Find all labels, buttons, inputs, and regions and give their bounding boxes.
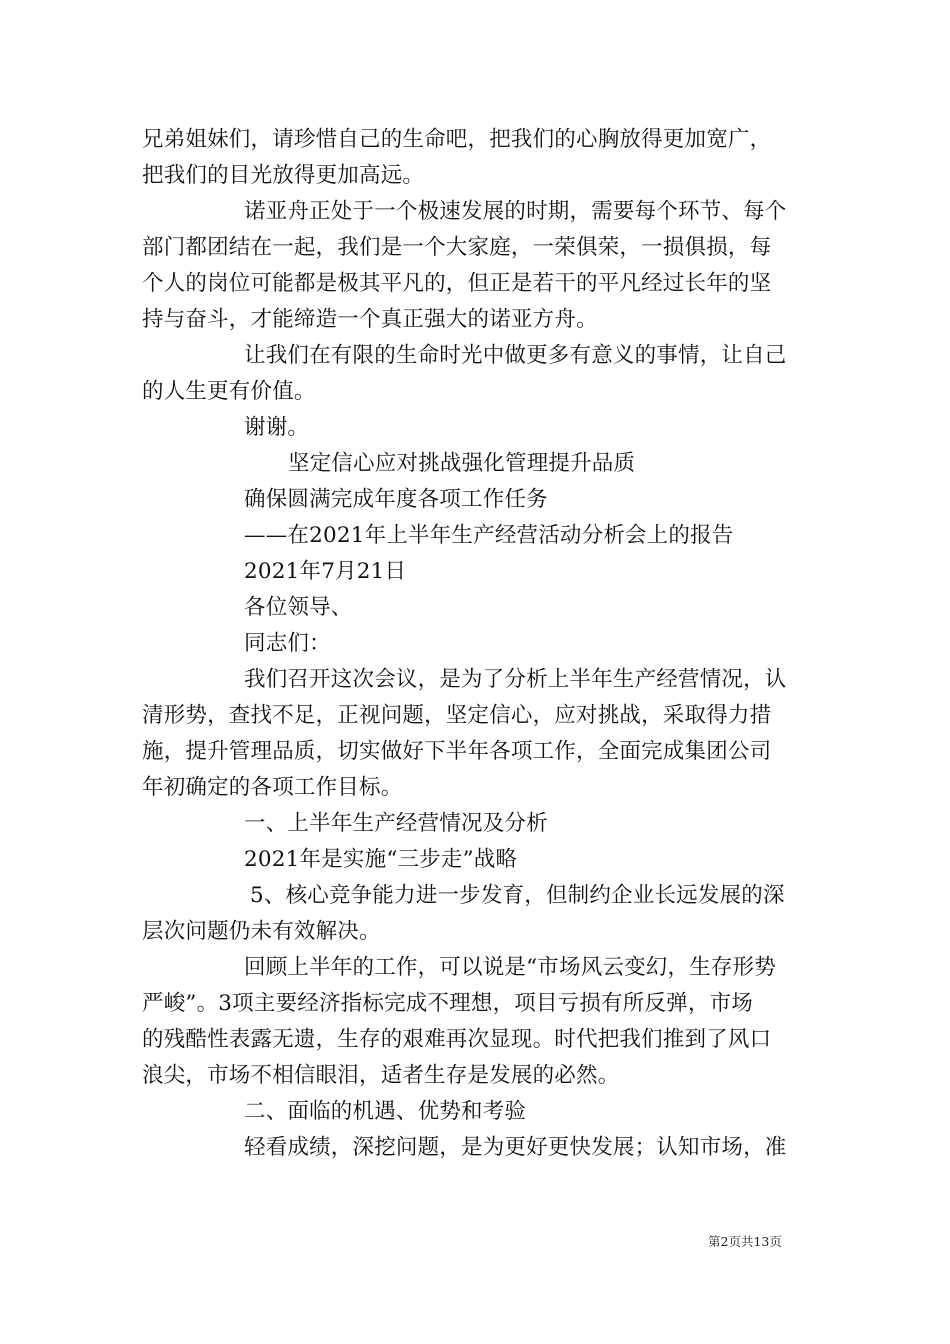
salutation-line-2: 同志们：	[244, 631, 331, 656]
report-date: 2021年7月21日	[244, 559, 407, 584]
body-line-15: 层次问题仍未有效解决。	[142, 919, 381, 944]
body-line-13: 2021年是实施“三步走”战略	[244, 847, 518, 872]
body-line-6: 持与奋斗，才能缔造一个真正强大的诺亚方舟。	[142, 307, 598, 332]
body-line-3: 诺亚舟正处于一个极速发展的时期，需要每个环节、每个	[244, 199, 787, 224]
body-line-10: 清形势，查找不足，正视问题，坚定信心，应对挑战，采取得力措	[142, 703, 772, 728]
body-line-2: 把我们的目光放得更加高远。	[142, 163, 425, 188]
body-line-16: 回顾上半年的工作，可以说是“市场风云变幻，生存形势	[244, 955, 776, 980]
body-line-5: 个人的岗位可能都是极其平凡的，但正是若干的平凡经过长年的坚	[142, 271, 772, 296]
body-line-8: 的人生更有价值。	[142, 379, 316, 404]
body-line-1: 兄弟姐妹们，请珍惜自己的生命吧，把我们的心胸放得更加宽广，	[142, 127, 772, 152]
body-line-14: 5、核心竞争能力进一步发育，但制约企业长远发展的深	[250, 883, 785, 908]
report-title-line-2: 确保圆满完成年度各项工作任务	[244, 487, 548, 512]
body-line-11: 施，提升管理品质，切实做好下半年各项工作，全面完成集团公司	[142, 739, 772, 764]
body-line-7: 让我们在有限的生命时光中做更多有意义的事情，让自己	[244, 343, 787, 368]
body-line-12: 年初确定的各项工作目标。	[142, 775, 403, 800]
report-title: 坚定信心应对挑战强化管理提升品质	[288, 451, 636, 476]
body-line-20: 轻看成绩，深挖问题，是为更好更快发展；认知市场，准	[244, 1135, 787, 1160]
body-line-19: 浪尖，市场不相信眼泪，适者生存是发展的必然。	[142, 1063, 620, 1088]
body-line-18: 的残酷性表露无遗，生存的艰难再次显现。时代把我们推到了风口	[142, 1027, 772, 1052]
body-line-17: 严峻”。3项主要经济指标完成不理想，项目亏损有所反弹，市场	[142, 991, 753, 1016]
section-heading-1: 一、上半年生产经营情况及分析	[244, 811, 548, 836]
section-heading-2: 二、面临的机遇、优势和考验	[244, 1099, 527, 1124]
body-line-4: 部门都团结在一起，我们是一个大家庭，一荣俱荣，一损俱损，每	[142, 235, 772, 260]
report-subtitle: ——在2021年上半年生产经营活动分析会上的报告	[244, 523, 734, 548]
body-line-9: 我们召开这次会议，是为了分析上半年生产经营情况，认	[244, 667, 787, 692]
page-indicator: 第2页共13页	[708, 1234, 782, 1249]
closing-thanks: 谢谢。	[244, 415, 310, 440]
salutation-line-1: 各位领导、	[244, 595, 353, 620]
